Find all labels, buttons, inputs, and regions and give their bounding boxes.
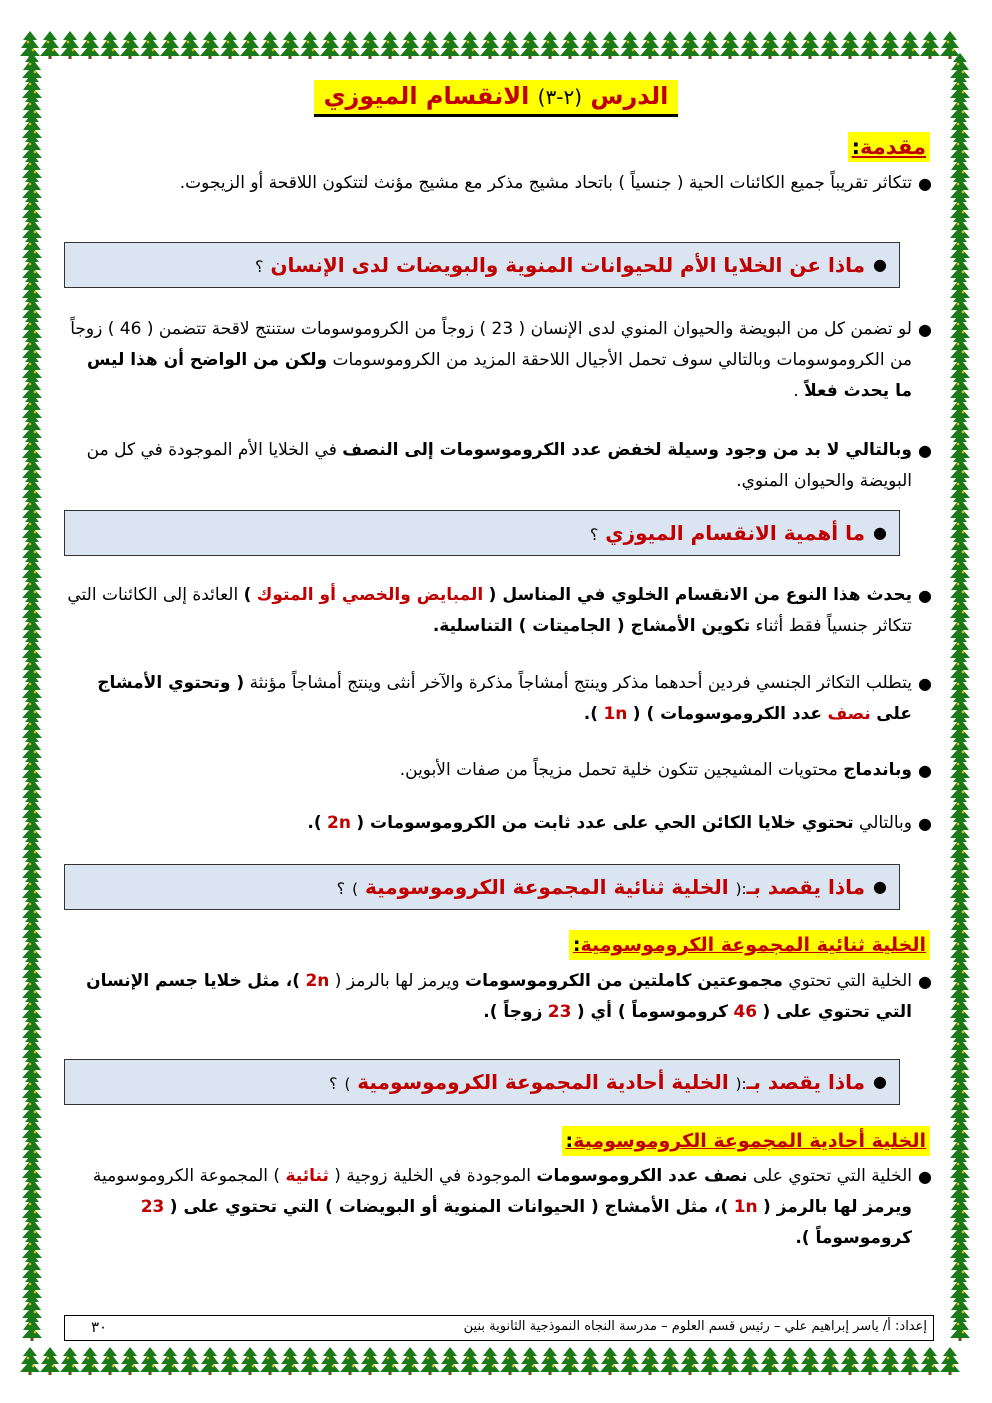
tree-icon bbox=[120, 31, 140, 59]
worksheet-page bbox=[58, 58, 934, 1348]
bullet-icon: ● bbox=[873, 255, 887, 274]
bullet-icon: ● bbox=[918, 1167, 932, 1186]
tree-icon bbox=[620, 1347, 640, 1375]
tree-icon bbox=[460, 31, 480, 59]
paragraph-constant-number: ● وبالتالي تحتوي خلايا الكائن الحي على عدد ثابت من الكروموسومات ( 2n ). bbox=[66, 808, 912, 839]
tree-icon bbox=[220, 31, 240, 59]
bullet-icon: ● bbox=[918, 586, 932, 605]
tree-icon bbox=[320, 31, 340, 59]
tree-icon bbox=[420, 1347, 440, 1375]
tree-icon bbox=[480, 31, 500, 59]
diploid-definition: ● الخلية التي تحتوي مجموعتين كاملتين من الكروموسومات ويرمز لها بالرمز ( 2n )، مثل خلايا جسم الإنسان التي تحتوي على ( 46 كروموسوماً ) أي ( 23 زوجاً ). bbox=[66, 966, 912, 1028]
question-box-3: ● ماذا يقصد بـ:( الخلية ثنائية المجموعة الكروموسومية ) ؟ bbox=[64, 864, 900, 910]
tree-icon bbox=[740, 31, 760, 59]
bullet-icon: ● bbox=[873, 1072, 887, 1091]
tree-icon bbox=[240, 31, 260, 59]
tree-icon bbox=[500, 31, 520, 59]
tree-icon bbox=[440, 1347, 460, 1375]
tree-icon bbox=[180, 31, 200, 59]
tree-icon bbox=[740, 1347, 760, 1375]
tree-icon bbox=[920, 31, 940, 59]
tree-icon bbox=[280, 31, 300, 59]
tree-icon bbox=[800, 31, 820, 59]
tree-icon bbox=[660, 1347, 680, 1375]
tree-icon bbox=[200, 31, 220, 59]
bullet-icon: ● bbox=[918, 972, 932, 991]
tree-icon bbox=[600, 31, 620, 59]
tree-icon bbox=[100, 1347, 120, 1375]
tree-icon bbox=[120, 1347, 140, 1375]
tree-icon bbox=[300, 31, 320, 59]
tree-icon bbox=[860, 1347, 880, 1375]
tree-icon bbox=[680, 31, 700, 59]
tree-icon bbox=[380, 1347, 400, 1375]
tree-icon bbox=[840, 1347, 860, 1375]
tree-icon bbox=[140, 1347, 160, 1375]
tree-icon bbox=[340, 1347, 360, 1375]
tree-icon bbox=[140, 31, 160, 59]
tree-icon bbox=[300, 1347, 320, 1375]
tree-icon bbox=[800, 1347, 820, 1375]
page-footer bbox=[64, 1315, 934, 1341]
tree-icon bbox=[360, 31, 380, 59]
tree-icon bbox=[460, 1347, 480, 1375]
tree-icon bbox=[60, 1347, 80, 1375]
tree-icon bbox=[280, 1347, 300, 1375]
tree-icon bbox=[900, 1347, 920, 1375]
page-number: ٣٠ bbox=[91, 1318, 108, 1336]
tree-icon bbox=[760, 1347, 780, 1375]
intro-heading: مقدمة: bbox=[848, 132, 930, 162]
tree-icon bbox=[880, 31, 900, 59]
tree-icon bbox=[160, 31, 180, 59]
footer-credit: إعداد: أ/ ياسر إبراهيم علي – رئيس قسم العلوم – مدرسة النجاه النموذجية الثانوية بنين bbox=[463, 1319, 927, 1334]
tree-icon bbox=[20, 31, 40, 59]
tree-icon bbox=[940, 1347, 960, 1375]
tree-icon bbox=[320, 1347, 340, 1375]
tree-icon bbox=[400, 31, 420, 59]
tree-icon bbox=[860, 31, 880, 59]
tree-icon bbox=[260, 31, 280, 59]
tree-icon bbox=[880, 1347, 900, 1375]
tree-icon bbox=[220, 1347, 240, 1375]
tree-icon bbox=[680, 1347, 700, 1375]
bullet-icon: ● bbox=[918, 441, 932, 460]
haploid-heading: الخلية أحادية المجموعة الكروموسومية: bbox=[562, 1126, 930, 1156]
lesson-title: الدرس (٢-٣) الانقسام الميوزي bbox=[314, 80, 679, 117]
tree-icon bbox=[520, 1347, 540, 1375]
paragraph-meiosis-location: ● يحدث هذا النوع من الانقسام الخلوي في المناسل ( المبايض والخصي أو المتوك ) العائدة إلى الكائنات التي تتكاثر جنسياً فقط أثناء تكوين الأمشاج ( الجاميتات ) التناسلية. bbox=[66, 580, 912, 642]
tree-icon bbox=[920, 1347, 940, 1375]
bullet-icon: ● bbox=[873, 523, 887, 542]
bullet-icon: ● bbox=[918, 814, 932, 833]
tree-icon bbox=[580, 1347, 600, 1375]
tree-icon bbox=[560, 1347, 580, 1375]
tree-icon bbox=[60, 31, 80, 59]
paragraph-sexual-reproduction: ● يتطلب التكاثر الجنسي فردين أحدهما مذكر وينتج أمشاجاً مذكرة والآخر أنثى وينتج أمشاجاً مؤنثة ( وتحتوي الأمشاج على نصف عدد الكروموسومات ) ( 1n ). bbox=[66, 668, 912, 730]
bullet-icon: ● bbox=[918, 761, 932, 780]
bullet-icon: ● bbox=[918, 320, 932, 339]
tree-icon bbox=[640, 31, 660, 59]
tree-icon bbox=[80, 1347, 100, 1375]
tree-icon bbox=[540, 31, 560, 59]
tree-icon bbox=[420, 31, 440, 59]
tree-icon bbox=[500, 1347, 520, 1375]
tree-icon bbox=[340, 31, 360, 59]
tree-icon bbox=[20, 1347, 40, 1375]
bullet-icon: ● bbox=[918, 174, 932, 193]
tree-icon bbox=[600, 1347, 620, 1375]
tree-icon bbox=[700, 1347, 720, 1375]
tree-icon bbox=[440, 31, 460, 59]
tree-icon bbox=[40, 31, 60, 59]
tree-icon bbox=[100, 31, 120, 59]
paragraph-fusion: ● وباندماج محتويات المشيجين تتكون خلية تحمل مزيجاً من صفات الأبوين. bbox=[66, 755, 912, 786]
tree-icon bbox=[780, 31, 800, 59]
tree-icon bbox=[820, 31, 840, 59]
tree-icon bbox=[40, 1347, 60, 1375]
question-box-1: ● ماذا عن الخلايا الأم للحيوانات المنوية والبويضات لدى الإنسان ؟ bbox=[64, 242, 900, 288]
paragraph-halving: ● وبالتالي لا بد من وجود وسيلة لخفض عدد الكروموسومات إلى النصف في الخلايا الأم الموجودة في كل من البويضة والحيوان المنوي. bbox=[66, 435, 912, 497]
tree-icon bbox=[560, 31, 580, 59]
tree-icon bbox=[720, 1347, 740, 1375]
tree-icon bbox=[480, 1347, 500, 1375]
bullet-icon: ● bbox=[873, 877, 887, 896]
tree-icon bbox=[900, 31, 920, 59]
tree-icon bbox=[640, 1347, 660, 1375]
tree-icon bbox=[80, 31, 100, 59]
tree-icon bbox=[540, 1347, 560, 1375]
intro-paragraph: ● تتكاثر تقريباً جميع الكائنات الحية ( جنسياً ) باتحاد مشيج مذكر مع مشيج مؤنث لتتكون اللاقحة أو الزيجوت. bbox=[66, 168, 912, 199]
tree-icon bbox=[520, 31, 540, 59]
question-box-2: ● ما أهمية الانقسام الميوزي ؟ bbox=[64, 510, 900, 556]
tree-icon bbox=[780, 1347, 800, 1375]
tree-icon bbox=[580, 31, 600, 59]
paragraph-chromosome-count: ● لو تضمن كل من البويضة والحيوان المنوي لدى الإنسان ( 23 ) زوجاً من الكروموسومات ستنتج لاقحة تتضمن ( 46 ) زوجاً من الكروموسومات وبالتالي سوف تحمل الأجيال اللاحقة المزيد من الكروموسومات ولكن من الواضح أن هذا ليس ما يحدث فعلاً . bbox=[66, 314, 912, 407]
tree-icon bbox=[200, 1347, 220, 1375]
tree-icon bbox=[260, 1347, 280, 1375]
tree-icon bbox=[160, 1347, 180, 1375]
question-box-4: ● ماذا يقصد بـ:( الخلية أحادية المجموعة الكروموسومية ) ؟ bbox=[64, 1059, 900, 1105]
bullet-icon: ● bbox=[918, 674, 932, 693]
tree-icon bbox=[660, 31, 680, 59]
tree-icon bbox=[940, 31, 960, 59]
diploid-heading: الخلية ثنائية المجموعة الكروموسومية: bbox=[569, 930, 930, 960]
tree-icon bbox=[380, 31, 400, 59]
tree-icon bbox=[620, 31, 640, 59]
tree-icon bbox=[400, 1347, 420, 1375]
tree-icon bbox=[360, 1347, 380, 1375]
tree-icon bbox=[240, 1347, 260, 1375]
tree-icon bbox=[720, 31, 740, 59]
tree-icon bbox=[700, 31, 720, 59]
tree-icon bbox=[840, 31, 860, 59]
tree-icon bbox=[180, 1347, 200, 1375]
tree-icon bbox=[820, 1347, 840, 1375]
haploid-definition: ● الخلية التي تحتوي على نصف عدد الكروموسومات الموجودة في الخلية زوجية ( ثنائية ) المجموعة الكروموسومية ويرمز لها بالرمز ( 1n )، مثل الأمشاج ( الحيوانات المنوية أو البويضات ) التي تحتوي على ( 23 كروموسوماً ). bbox=[66, 1161, 912, 1254]
tree-icon bbox=[760, 31, 780, 59]
